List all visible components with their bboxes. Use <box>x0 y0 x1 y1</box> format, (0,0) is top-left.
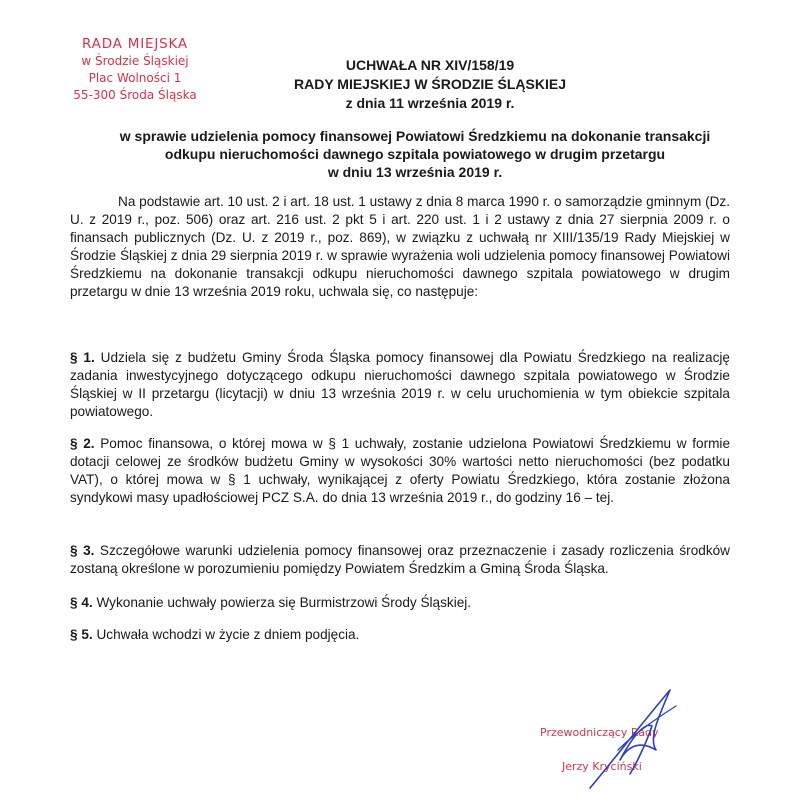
section-5 <box>70 626 730 644</box>
section-1 <box>70 349 730 421</box>
subject-line: odkupu nieruchomości dawnego szpitala powiatowego w drugim przetargu <box>164 146 666 162</box>
section-number: § 1. <box>70 350 95 365</box>
handwritten-signature <box>520 680 720 790</box>
resolution-number: UCHWAŁA NR XIV/158/19 <box>345 57 515 73</box>
stamp-postcode: 55-300 Środa Śląska <box>73 88 197 102</box>
section-2 <box>70 435 730 507</box>
section-number: § 3. <box>70 543 95 558</box>
chairman-title: Przewodniczący Rady <box>540 726 659 739</box>
section-text: Uchwała wchodzi w życie z dniem podjęcia. <box>96 627 360 642</box>
resolution-subject <box>90 127 740 181</box>
council-name: RADY MIEJSKIEJ W ŚRODZIE ŚLĄSKIEJ <box>293 76 566 92</box>
signature-block <box>520 680 720 790</box>
section-3 <box>70 542 730 578</box>
section-text: Szczegółowe warunki udzielenia pomocy finansowej oraz przeznaczenie i zasady rozliczenia środków zostaną określone w porozumieniu pomiędzy Powiatem Średzkim a Gminą Środa Śląska. <box>70 543 730 576</box>
section-text: Wykonanie uchwały powierza się Burmistrzowi Środy Śląskiej. <box>96 595 472 610</box>
council-stamp <box>50 36 220 104</box>
section-number: § 4. <box>70 595 93 610</box>
chairman-name: Jerzy Kryciński <box>562 760 642 773</box>
section-text: Udziela się z budżetu Gminy Środa Śląska pomocy finansowej dla Powiatu Średzkiego na realizację zadania inwestycyjnego dotyczącego odkupu nieruchomości dawnego szpitala powiatowego w Środzie Śląskiej w II przetargu (licytacji) w dniu 13 września 2019 r. w celu uruchomienia w tym obiekcie szpitala powiatowego. <box>70 350 730 419</box>
legal-basis-text: Na podstawie art. 10 ust. 2 i art. 18 ust. 1 ustawy z dnia 8 marca 1990 r. o samorządzie gminnym (Dz. U. z 2019 r., poz. 506) oraz art. 216 ust. 2 pkt 5 i art. 220 ust. 1 i 2 ustawy z dnia 27 sierpnia 2009 r. o finansach publicznych (Dz. U. z 2019 r., poz. 869), w związku z uchwałą nr XIII/135/19 Rady Miejskiej w Środzie Śląskiej z dnia 29 sierpnia 2019 r. w sprawie wyrażenia woli udzielenia pomocy finansowej Powiatowi Średzkiemu na dokonanie transakcji odkupu nieruchomości dawnego szpitala powiatowego w drugim przetargu w dnie 13 września 2019 roku, uchwala się, co następuje: <box>70 194 730 299</box>
section-text: Pomoc finansowa, o której mowa w § 1 uchwały, zostanie udzielona Powiatowi Średzkiemu w formie dotacji celowej ze środków budżetu Gminy w wysokości 30% wartości netto nieruchomości (bez podatku VAT), o której mowa w § 1 uchwały, wynikającej z oferty Powiatu Średzkiego, która zostanie złożona syndykowi masy upadłościowej PCZ S.A. do dnia 13 września 2019 r., do godziny 16 – tej. <box>70 436 731 505</box>
stamp-address: Plac Wolności 1 <box>88 71 182 85</box>
subject-line: w dniu 13 września 2019 r. <box>327 164 503 180</box>
subject-line: w sprawie udzielenia pomocy finansowej Powiatowi Średzkiemu na dokonanie transakcji <box>119 128 711 144</box>
section-4 <box>70 594 730 612</box>
stamp-title: RADA MIEJSKA <box>82 36 188 52</box>
section-number: § 2. <box>70 436 95 451</box>
section-number: § 5. <box>70 627 93 642</box>
stamp-line: w Środzie Śląskiej <box>81 54 189 68</box>
legal-basis-paragraph <box>70 193 730 301</box>
resolution-header <box>200 56 660 113</box>
resolution-date: z dnia 11 września 2019 r. <box>345 95 515 111</box>
